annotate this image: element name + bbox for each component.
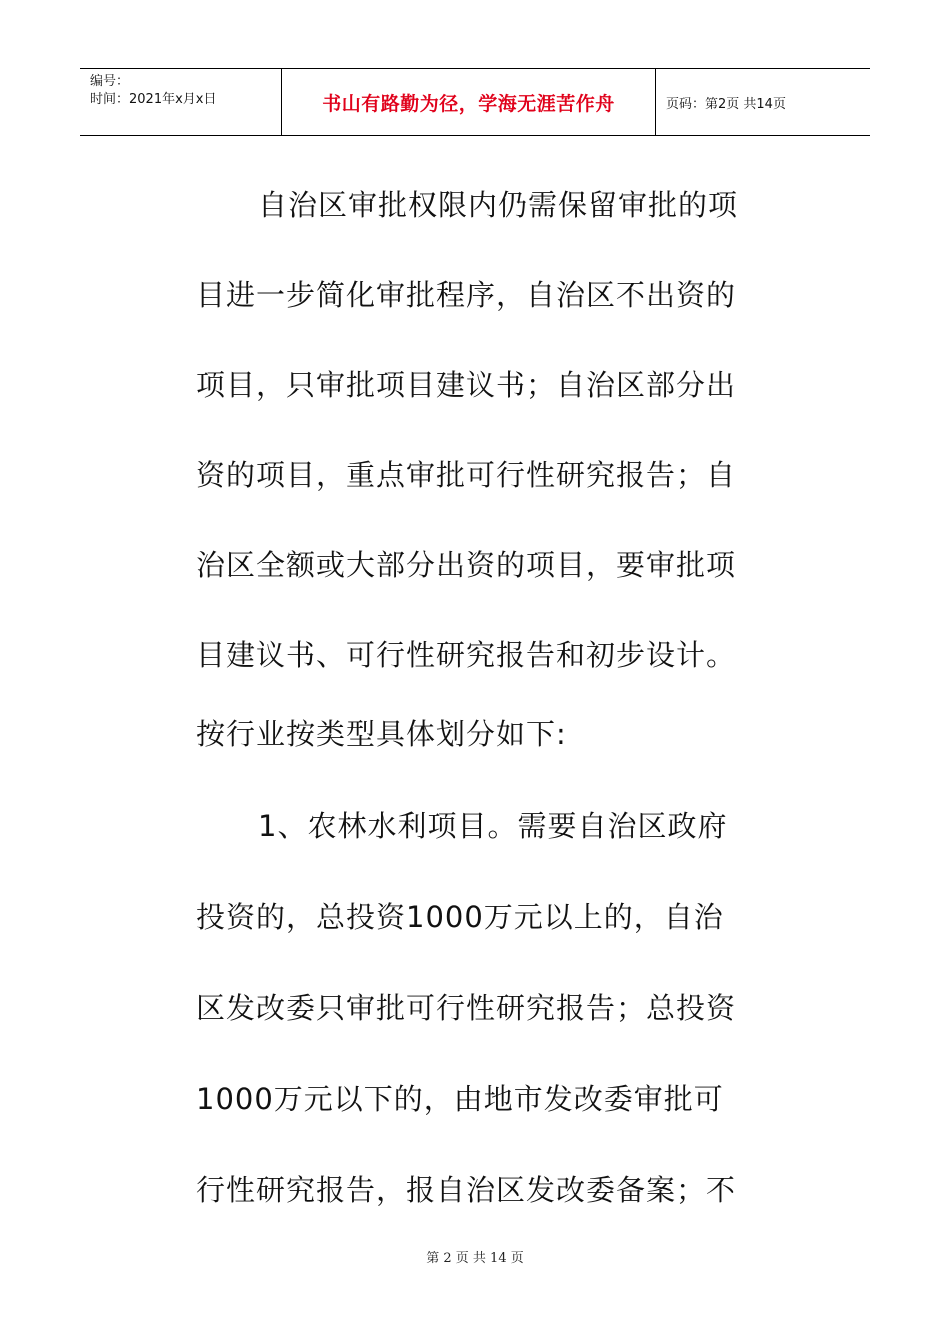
header-page-info: 页码：第2页 共14页 bbox=[666, 96, 786, 112]
body-line-4: 资的项目，重点审批可行性研究报告；自 bbox=[196, 458, 737, 492]
page-header bbox=[80, 68, 870, 136]
body-line-2: 目进一步简化审批程序，自治区不出资的 bbox=[196, 278, 737, 312]
header-meta-cell bbox=[80, 69, 282, 135]
body-line-6: 目建议书、可行性研究报告和初步设计。 bbox=[196, 638, 737, 672]
body-line-5: 治区全额或大部分出资的项目，要审批项 bbox=[196, 548, 737, 582]
body-line-9: 投资的，总投资1000万元以上的，自治 bbox=[196, 900, 724, 934]
header-motto: 书山有路勤为径，学海无涯苦作舟 bbox=[282, 69, 656, 135]
document-number-label: 编号： bbox=[90, 74, 130, 89]
document-time-label: 时间：2021年x月x日 bbox=[90, 92, 217, 107]
body-line-11: 1000万元以下的，由地市发改委审批可 bbox=[196, 1082, 724, 1116]
body-line-1: 自治区审批权限内仍需保留审批的项 bbox=[258, 188, 739, 222]
body-line-7: 按行业按类型具体划分如下: bbox=[196, 717, 567, 751]
body-line-8: 1、农林水利项目。需要自治区政府 bbox=[258, 809, 728, 843]
body-line-3: 项目，只审批项目建议书；自治区部分出 bbox=[196, 368, 737, 402]
body-line-12: 行性研究报告，报自治区发改委备案；不 bbox=[196, 1173, 737, 1207]
body-line-10: 区发改委只审批可行性研究报告；总投资 bbox=[196, 991, 737, 1025]
page-footer: 第 2 页 共 14 页 bbox=[426, 1251, 524, 1266]
